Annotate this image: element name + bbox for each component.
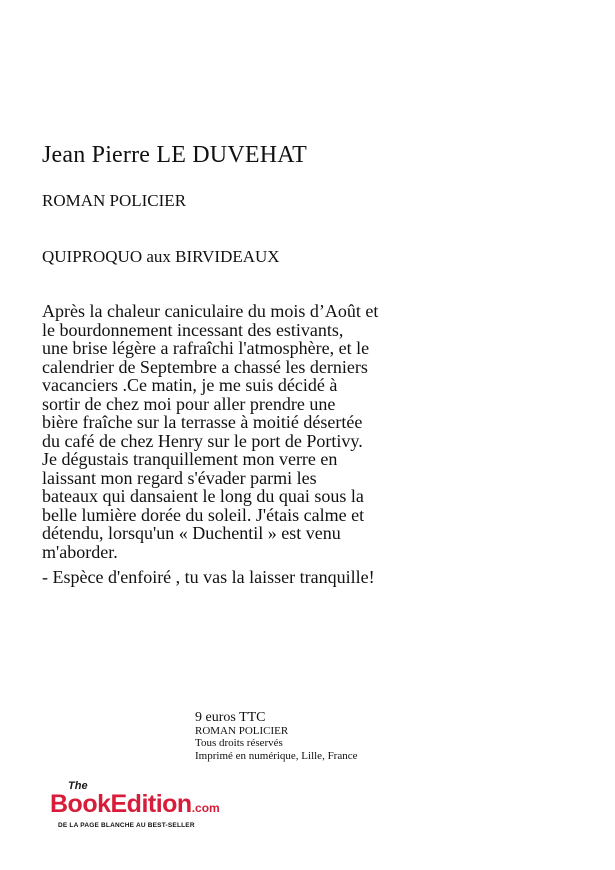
excerpt-paragraph (42, 302, 482, 561)
genre-label: ROMAN POLICIER (42, 191, 187, 210)
printing-notice: Imprimé en numérique, Lille, France (195, 749, 358, 762)
excerpt-line: m'aborder. (42, 541, 118, 562)
logo-brand-book: Book (50, 790, 111, 818)
colophon-genre: ROMAN POLICIER (195, 725, 289, 738)
excerpt-line: du café de chez Henry sur le port de Portivy. (42, 430, 363, 451)
excerpt-line: une brise légère a rafraîchi l'atmosphère, et le (42, 338, 370, 358)
logo-the: The (68, 780, 88, 792)
dialogue-line: - Espèce d'enfoiré , tu vas la laisser tranquille! (42, 567, 375, 587)
book-title: QUIPROQUO aux BIRVIDEAUX (42, 247, 280, 266)
author-name: Jean Pierre LE DUVEHAT (42, 142, 307, 168)
excerpt-line: laissant mon regard s'évader parmi les (42, 467, 317, 488)
excerpt-line: belle lumière dorée du soleil. J'étais calme et (42, 504, 365, 525)
excerpt-line: vacanciers .Ce matin, je me suis décidé à (42, 375, 338, 395)
excerpt-line: détendu, lorsqu'un « Duchentil » est venu (42, 523, 341, 543)
excerpt-line: sortir de chez moi pour aller prendre une (42, 393, 336, 414)
excerpt-line: bateaux qui dansaient le long du quai sous la (42, 486, 364, 506)
excerpt-line: Après la chaleur caniculaire du mois d’Août et (42, 301, 379, 321)
price-label: 9 euros TTC (195, 710, 266, 725)
logo-brand-edition: Edition (110, 790, 192, 818)
logo-brand (50, 790, 220, 819)
colophon (195, 710, 358, 762)
excerpt-line: le bourdonnement incessant des estivants, (42, 319, 344, 340)
excerpt-line: calendrier de Septembre a chassé les derniers (42, 356, 368, 377)
rights-notice: Tous droits réservés (195, 737, 283, 750)
excerpt-line: Je dégustais tranquillement mon verre en (42, 449, 338, 469)
excerpt-line: bière fraîche sur la terrasse à moitié désertée (42, 412, 363, 432)
logo-brand-suffix: .com (191, 801, 220, 815)
logo-tagline: DE LA PAGE BLANCHE AU BEST-SELLER (58, 822, 195, 829)
